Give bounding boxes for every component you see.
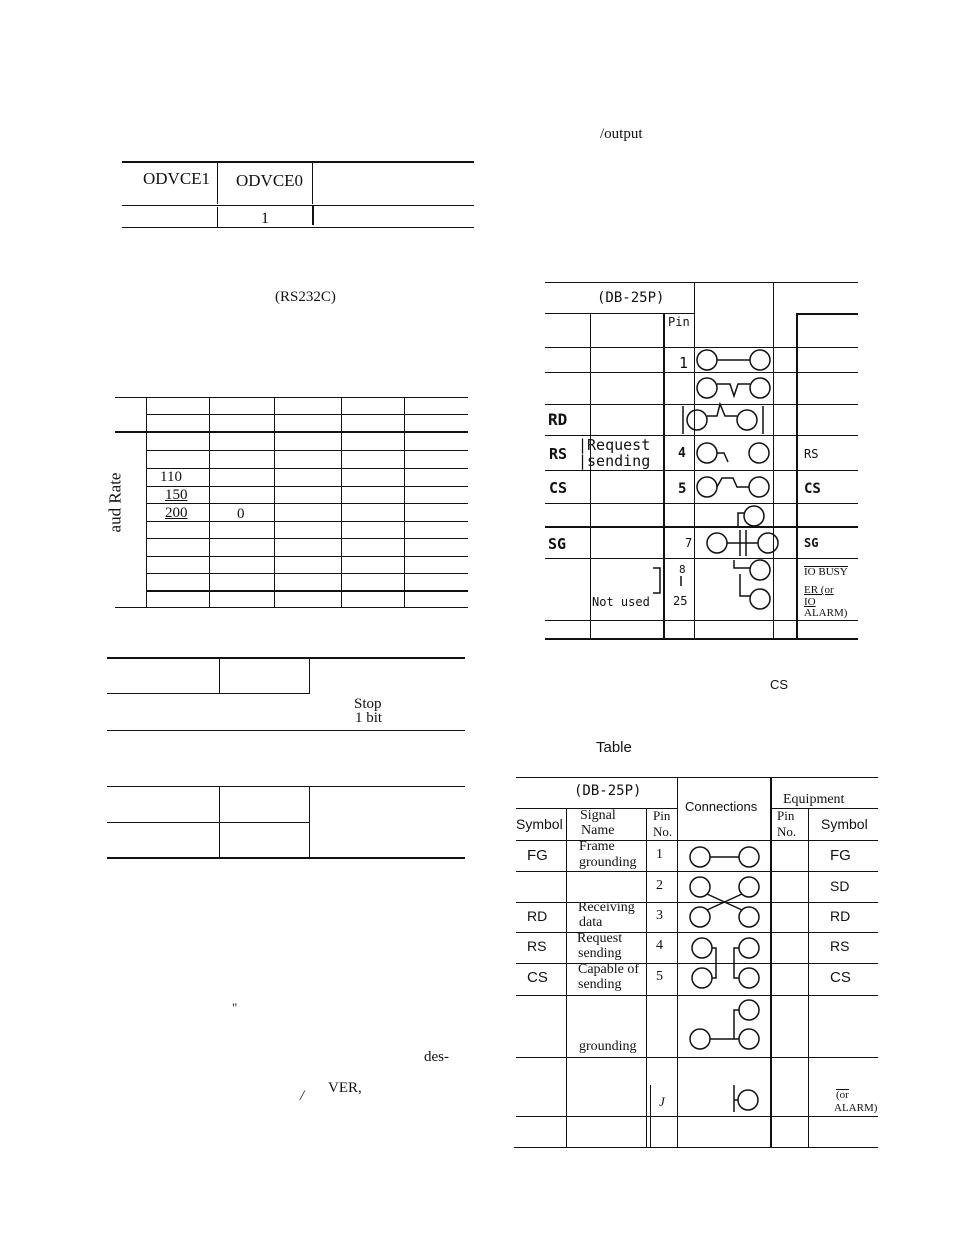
row-eq-fg: FG [830,847,851,864]
row-symbol-cs: CS [527,969,548,986]
row-eq-cs: CS [830,969,851,986]
symbol-rs: RS [549,445,568,463]
connector-label-2: (DB-25P) [574,783,642,799]
row-name-sending-2: sending [578,977,622,992]
row-pin-1: 1 [656,847,663,862]
row-eq-rs: RS [830,938,850,954]
request-sending: |Request |sending [578,436,651,470]
stop-value: 1 bit [355,710,383,726]
eq-pin-2: No. [777,824,797,839]
connections-header: Connections [685,799,758,814]
eq-symbol-header: Symbol [821,816,868,832]
er-line1: ER (or [804,584,834,596]
cs-note: CS [770,677,789,692]
er-line2: IO [804,596,816,608]
row-symbol-rs: RS [527,938,547,954]
or-text: (or [836,1089,849,1101]
eq-sg: SG [804,536,819,550]
row-name-sending: sending [578,946,622,961]
row-name-receiving: Receiving [578,900,635,915]
row-pin-2: 2 [656,878,663,893]
eq-rs: RS [804,447,819,461]
row-symbol-fg: FG [527,847,548,864]
pin-5: 5 [678,481,687,497]
row-eq-rd: RD [830,908,851,924]
row-symbol-rd: RD [527,908,548,924]
rate-150: 150 [165,487,188,503]
table-caption: Table [596,739,632,756]
des-fragment: des- [424,1049,449,1065]
row-grounding: grounding [579,1039,637,1054]
row-pin-j: J [659,1094,665,1109]
odvce0-header: ODVCE0 [236,171,304,190]
stop-label: Stop [354,696,382,712]
row-pin-4: 4 [656,938,663,953]
row-eq-sd: SD [830,878,850,894]
symbol-rd: RD [548,410,568,429]
row-name-grounding: grounding [579,855,637,870]
row-pin-3: 3 [656,908,663,923]
rate-110: 110 [160,469,182,485]
row-name-data: data [579,915,603,930]
io-busy: IO BUSY [804,566,848,578]
symbol-cs: CS [549,479,568,497]
output-note: /output [600,126,643,142]
quote-fragment: " [232,1000,238,1015]
row-pin-5: 5 [656,969,663,984]
col-pin-1: Pin [653,808,671,823]
eq-pin-1: Pin [777,808,795,823]
col-signal-1: Signal [580,808,616,823]
pin-8: 8 [679,563,686,576]
col-pin-2: No. [653,824,673,839]
pin-1: 1 [679,354,689,372]
row-name-request: Request [577,931,623,946]
connector-label-1: (DB-25P) [597,290,665,306]
eq-cs: CS [804,481,821,497]
baud-axis-label: aud Rate [105,472,125,533]
rs232-label: (RS232C) [275,289,336,305]
pin-4: 4 [678,446,686,461]
odvce1-header: ODVCE1 [143,169,211,188]
slash-fragment: / [300,1088,305,1104]
pin-7: 7 [685,536,693,550]
baud-cell-zero: 0 [237,506,245,522]
ver-fragment: VER, [328,1080,362,1096]
pin-25: 25 [673,594,688,608]
col-symbol: Symbol [516,816,563,832]
symbol-sg: SG [548,535,567,553]
equipment-header: Equipment [783,792,845,807]
pin-header-1: Pin [668,315,690,329]
er-line3: ALARM) [804,607,848,619]
odvce-row-value: 1 [261,210,269,227]
row-name-frame: Frame [579,839,615,854]
not-used: Not used [592,595,650,609]
row-name-capable: Capable of [578,962,640,977]
alarm-text: ALARM) [834,1102,878,1114]
rate-200: 200 [165,505,188,521]
col-signal-2: Name [581,823,615,838]
